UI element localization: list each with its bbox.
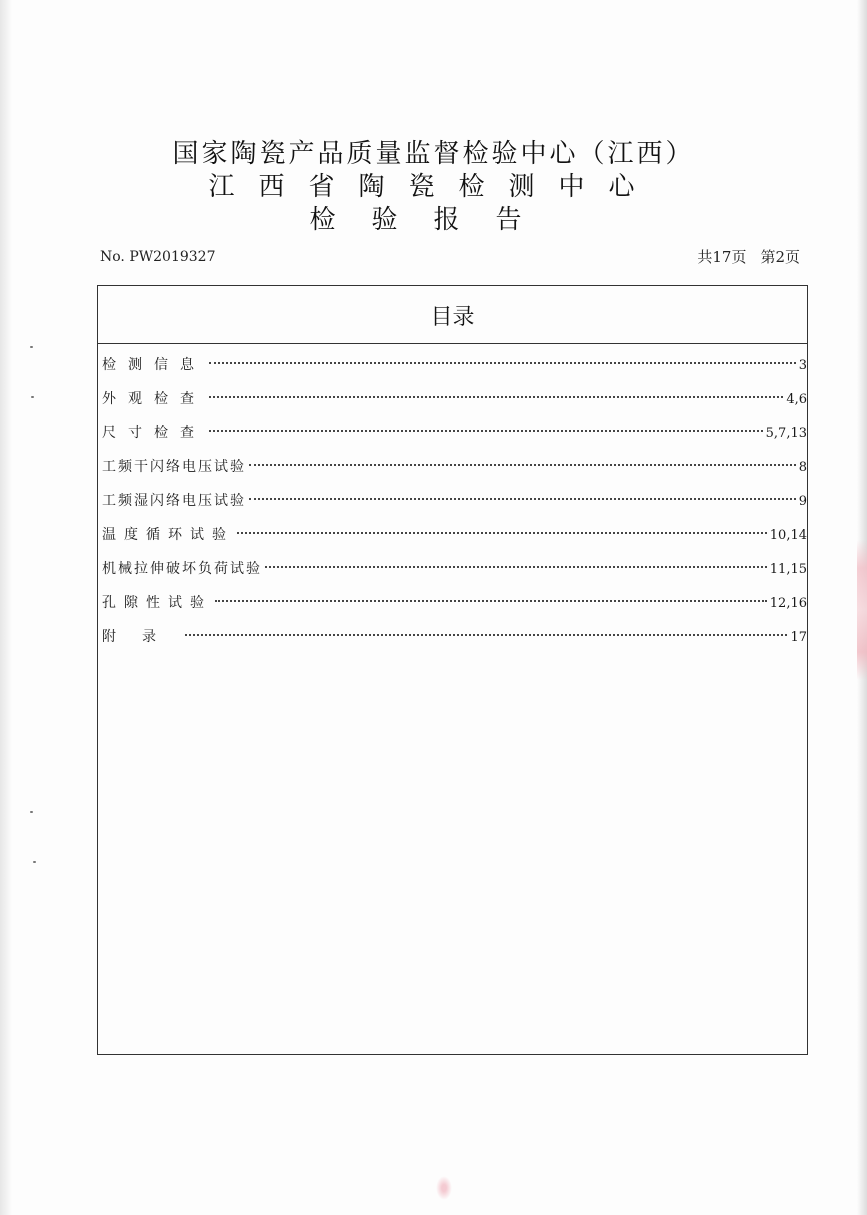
toc-item[interactable]: [102, 518, 807, 552]
toc-item-page: 3: [798, 358, 807, 373]
scan-speck: [33, 861, 36, 863]
toc-item-page: 10,14: [769, 528, 807, 543]
toc-item[interactable]: [102, 620, 807, 654]
toc-heading: 目录: [430, 305, 475, 330]
toc-item-page: 11,15: [769, 562, 807, 577]
toc-leader-dots: [265, 566, 767, 568]
toc-item[interactable]: [102, 484, 807, 518]
toc-leader-dots: [185, 634, 787, 636]
toc-leader-dots: [237, 532, 767, 534]
toc-item[interactable]: [102, 382, 807, 416]
toc-leader-dots: [249, 464, 796, 466]
toc-leader-dots: [209, 430, 763, 432]
toc-item-label: 工频干闪络电压试验: [102, 459, 246, 475]
toc-item-page: 5,7,13: [765, 426, 807, 441]
toc-item-label: 检测信息: [102, 357, 206, 373]
toc-leader-dots: [249, 498, 796, 500]
toc-item-label: 附录: [102, 629, 182, 645]
toc-item-page: 17: [790, 630, 807, 645]
toc-item-page: 4,6: [786, 392, 807, 407]
toc-item[interactable]: [102, 348, 807, 382]
toc-item[interactable]: [102, 450, 807, 484]
toc-item-label: 外观检查: [102, 391, 206, 407]
total-pages: 共17页: [697, 248, 747, 266]
toc-item-label: 温度循环试验: [102, 527, 234, 543]
current-page: 第2页: [760, 248, 800, 266]
toc-item-label: 工频湿闪络电压试验: [102, 493, 246, 509]
seal-stamp-mark: [436, 1176, 452, 1200]
toc-frame: [97, 285, 808, 1055]
toc-item-page: 12,16: [769, 596, 807, 611]
toc-leader-dots: [209, 396, 783, 398]
toc-leader-dots: [215, 600, 767, 602]
toc-leader-dots: [209, 362, 796, 364]
scan-speck: [30, 346, 33, 348]
toc-item-label: 孔隙性试验: [102, 595, 212, 611]
toc-item-page: 8: [798, 460, 807, 475]
scan-speck: [30, 811, 33, 813]
toc-item[interactable]: [102, 552, 807, 586]
toc-item[interactable]: [102, 416, 807, 450]
toc-item[interactable]: [102, 586, 807, 620]
report-number: No. PW2019327: [100, 249, 216, 265]
report-title: 检验报告: [309, 205, 558, 235]
center-title: 江西省陶瓷检测中心: [208, 172, 659, 202]
toc-item-label: 机械拉伸破坏负荷试验: [102, 561, 262, 577]
toc-heading-box: [98, 286, 807, 344]
org-title: 国家陶瓷产品质量监督检验中心（江西）: [172, 139, 695, 169]
toc-list: [102, 348, 807, 654]
toc-item-page: 9: [798, 494, 807, 509]
toc-item-label: 尺寸检查: [102, 425, 206, 441]
page-count: [655, 246, 800, 267]
scan-speck: [31, 396, 34, 398]
seal-stamp-edge: [857, 540, 867, 680]
